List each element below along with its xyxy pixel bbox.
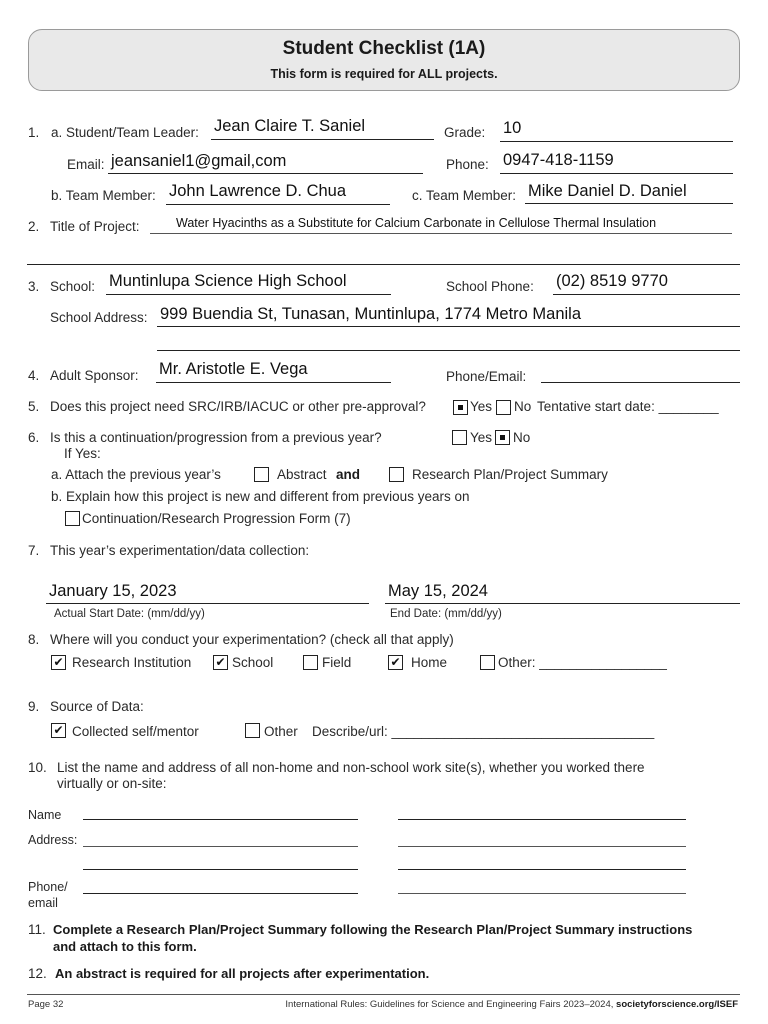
actual-start-line xyxy=(46,603,369,604)
school-phone-label: School Phone: xyxy=(446,279,534,294)
section-11-number: 11. xyxy=(28,922,46,937)
continuation-no-checkbox[interactable] xyxy=(495,430,510,445)
location-home-label: Home xyxy=(411,655,448,670)
abstract-label: Abstract xyxy=(277,467,327,482)
school-line xyxy=(106,294,391,295)
worksite-address-label: Address: xyxy=(28,833,78,847)
location-research-institution-label: Research Institution xyxy=(72,655,192,670)
location-school-label: School xyxy=(232,655,274,670)
sponsor-label: Adult Sponsor: xyxy=(50,368,139,383)
school-address-label: School Address: xyxy=(50,310,148,325)
worksite-name-line-2 xyxy=(398,819,686,820)
continuation-yes-checkbox[interactable] xyxy=(452,430,467,445)
abstract-requirement: An abstract is required for all projects after experimentation. xyxy=(55,966,430,981)
location-home-checkbox[interactable]: ✔ xyxy=(388,655,403,670)
phone-line xyxy=(500,173,733,174)
section-10-number: 10. xyxy=(28,760,47,775)
section-4-number: 4. xyxy=(28,368,40,383)
describe-url-label: Describe/url: ___________________________________ xyxy=(312,724,655,739)
grade-label: Grade: xyxy=(444,125,486,140)
preapproval-no-label: No xyxy=(514,399,532,414)
sponsor-line xyxy=(156,382,391,383)
location-school-checkbox[interactable]: ✔ xyxy=(213,655,228,670)
section-3-number: 3. xyxy=(28,279,40,294)
school-address-line-2 xyxy=(157,350,740,351)
preapproval-question: Does this project need SRC/IRB/IACUC or other pre-approval? xyxy=(50,399,426,414)
source-of-data-label: Source of Data: xyxy=(50,699,144,714)
phone-value[interactable]: 0947-418-1159 xyxy=(503,151,614,169)
and-label: and xyxy=(336,467,361,482)
member-b-line xyxy=(166,204,390,205)
sponsor-value[interactable]: Mr. Aristotle E. Vega xyxy=(159,360,308,378)
other-source-label: Other xyxy=(264,724,298,739)
continuation-yes-label: Yes xyxy=(470,430,493,445)
worksite-phone-line-1 xyxy=(83,893,358,894)
worksite-email-label: email xyxy=(28,896,58,910)
continuation-form-checkbox[interactable] xyxy=(65,511,80,526)
phone-email-label: Phone/Email: xyxy=(446,369,527,384)
form-header xyxy=(28,29,740,91)
section-5-number: 5. xyxy=(28,399,40,414)
member-b-label: b. Team Member: xyxy=(51,188,156,203)
attach-previous-label: a. Attach the previous year’s xyxy=(51,467,221,482)
email-label: Email: xyxy=(67,157,105,172)
email-line xyxy=(108,173,423,174)
worksite-address-line-3 xyxy=(83,869,358,870)
end-date-caption: End Date: (mm/dd/yy) xyxy=(390,608,502,620)
section-6-number: 6. xyxy=(28,430,40,445)
if-yes-label: If Yes: xyxy=(64,446,101,461)
project-title-label: Title of Project: xyxy=(50,219,140,234)
worksite-address-line-2 xyxy=(398,846,686,847)
project-title-line xyxy=(150,233,732,234)
email-value[interactable]: jeansaniel1@gmail,com xyxy=(111,152,287,170)
grade-line xyxy=(500,141,733,142)
school-phone-value[interactable]: (02) 8519 9770 xyxy=(556,272,668,290)
continuation-no-label: No xyxy=(513,430,531,445)
project-title-value[interactable]: Water Hyacinths as a Substitute for Calcium Carbonate in Cellulose Thermal Insulation xyxy=(176,216,657,230)
location-question: Where will you conduct your experimentation? (check all that apply) xyxy=(50,632,454,647)
section-12-number: 12. xyxy=(28,966,47,981)
school-phone-line xyxy=(553,294,740,295)
research-plan-instruction-line2: and attach to this form. xyxy=(53,939,197,954)
worksite-phone-label: Phone/ xyxy=(28,880,68,894)
leader-label: a. Student/Team Leader: xyxy=(51,125,199,140)
continuation-form-label: Continuation/Research Progression Form (7) xyxy=(82,511,351,526)
preapproval-yes-checkbox[interactable] xyxy=(453,400,468,415)
project-title-line-2 xyxy=(27,264,740,265)
footer-rules xyxy=(285,999,738,1010)
end-date-value[interactable]: May 15, 2024 xyxy=(388,582,488,600)
research-plan-label: Research Plan/Project Summary xyxy=(412,467,608,482)
school-address-line xyxy=(157,326,740,327)
abstract-checkbox[interactable] xyxy=(254,467,269,482)
continuation-question: Is this a continuation/progression from a previous year? xyxy=(50,430,382,445)
research-plan-checkbox[interactable] xyxy=(389,467,404,482)
actual-start-caption: Actual Start Date: (mm/dd/yy) xyxy=(54,608,205,620)
section-8-number: 8. xyxy=(28,632,40,647)
school-address-value[interactable]: 999 Buendia St, Tunasan, Muntinlupa, 1774 Metro Manila xyxy=(160,305,582,323)
leader-line xyxy=(211,139,434,140)
section-7-number: 7. xyxy=(28,543,40,558)
tentative-start-label: Tentative start date: ________ xyxy=(537,399,719,414)
end-date-line xyxy=(385,603,740,604)
leader-value[interactable]: Jean Claire T. Saniel xyxy=(214,117,366,135)
location-research-institution-checkbox[interactable]: ✔ xyxy=(51,655,66,670)
worksite-phone-line-2 xyxy=(398,893,686,894)
footer-page-number: Page 32 xyxy=(28,999,64,1010)
footer-divider xyxy=(27,994,740,995)
member-c-label: c. Team Member: xyxy=(412,188,517,203)
phone-email-line xyxy=(541,382,740,383)
collected-self-label: Collected self/mentor xyxy=(72,724,199,739)
preapproval-yes-label: Yes xyxy=(470,399,493,414)
school-label: School: xyxy=(50,279,96,294)
school-value[interactable]: Muntinlupa Science High School xyxy=(109,272,347,290)
footer-rules-text: International Rules: Guidelines for Science and Engineering Fairs 2023–2024, xyxy=(285,999,614,1010)
experimentation-label: This year’s experimentation/data collection: xyxy=(50,543,310,558)
footer-site-link[interactable]: societyforscience.org/ISEF xyxy=(616,999,738,1010)
collected-self-checkbox[interactable]: ✔ xyxy=(51,723,66,738)
actual-start-value[interactable]: January 15, 2023 xyxy=(49,582,177,600)
form-subtitle: This form is required for ALL projects. xyxy=(270,67,498,81)
location-other-checkbox[interactable] xyxy=(480,655,495,670)
worksite-question-line2: virtually or on-site: xyxy=(57,776,167,791)
member-c-value[interactable]: Mike Daniel D. Daniel xyxy=(528,182,687,200)
section-9-number: 9. xyxy=(28,699,40,714)
worksite-name-label: Name xyxy=(28,808,62,822)
section-2-number: 2. xyxy=(28,219,40,234)
other-source-checkbox[interactable] xyxy=(245,723,260,738)
location-other-label: Other: _________________ xyxy=(498,655,667,670)
member-b-value[interactable]: John Lawrence D. Chua xyxy=(169,182,347,200)
worksite-address-line-1 xyxy=(83,846,358,847)
explain-label: b. Explain how this project is new and different from previous years on xyxy=(51,489,470,504)
member-c-line xyxy=(525,203,733,204)
worksite-question-line1: List the name and address of all non-home and non-school work site(s), whether you worked there xyxy=(57,760,645,775)
location-field-label: Field xyxy=(322,655,352,670)
section-1-number: 1. xyxy=(28,125,40,140)
preapproval-no-checkbox[interactable] xyxy=(496,400,511,415)
grade-value[interactable]: 10 xyxy=(503,119,522,137)
research-plan-instruction-line1: Complete a Research Plan/Project Summary following the Research Plan/Project Summary instructions xyxy=(53,922,693,937)
worksite-address-line-4 xyxy=(398,869,686,870)
phone-label: Phone: xyxy=(446,157,489,172)
form-title: Student Checklist (1A) xyxy=(282,38,486,59)
worksite-name-line-1 xyxy=(83,819,358,820)
location-field-checkbox[interactable] xyxy=(303,655,318,670)
